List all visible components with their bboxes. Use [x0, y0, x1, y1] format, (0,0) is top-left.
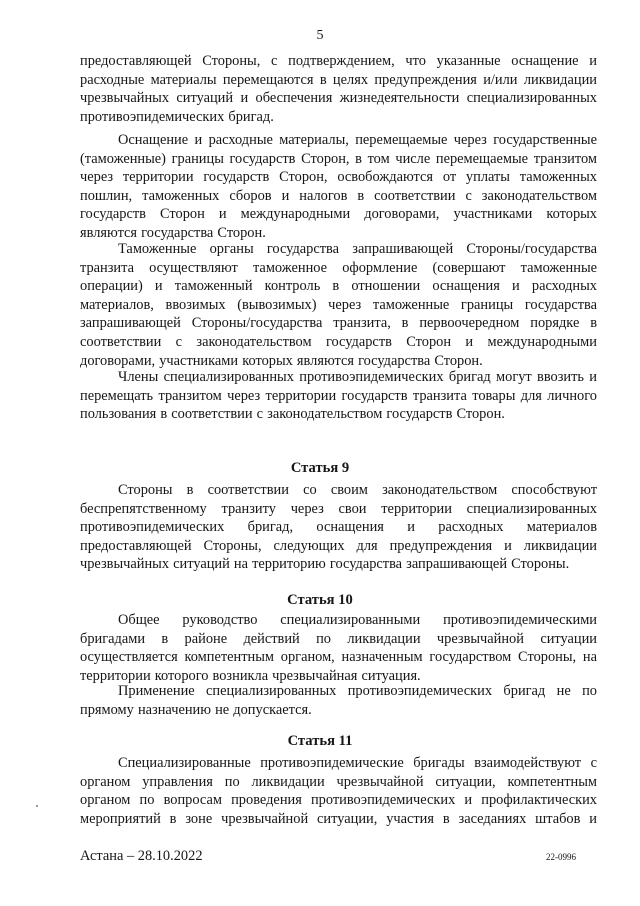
scan-speck: [36, 805, 38, 807]
paragraph: [80, 240, 597, 370]
text-line: бригадами в районе действий по ликвидации чрезвычайной ситуации: [80, 630, 597, 647]
text-line: прямому назначению не допускается.: [80, 701, 312, 718]
text-line: запрашивающей Стороны/государства транзита, в первоочередном порядке в: [80, 315, 597, 332]
paragraph: [80, 611, 597, 685]
paragraph: [80, 754, 597, 828]
text-line: материалов, ввозимых (вывозимых) через таможенные границы государства: [80, 296, 597, 313]
text-line: соответствии с законодательством государств Сторон и международными: [80, 333, 597, 350]
text-line: освобождаются от уплаты таможенных пошлин, таможенных сборов и налогов: [80, 169, 597, 204]
text-line: осуществляется компетентным органом, назначенным государством Стороны,: [80, 649, 577, 666]
text-line: ликвидации чрезвычайных ситуаций и обеспечения жизнедеятельности: [80, 71, 597, 107]
text-line: Общее руководство специализированными противоэпидемическими: [118, 612, 597, 628]
text-line: Таможенные органы государства запрашивающей Стороны/государства: [118, 241, 597, 257]
footer-document-code: 22-0996: [546, 852, 576, 862]
text-line: транзита осуществляют таможенное оформление (совершают таможенные: [80, 259, 597, 276]
text-line: Специализированные противоэпидемические бригады взаимодействуют: [118, 755, 582, 771]
text-line: на территории которого возникла чрезвычайная ситуация.: [80, 649, 597, 684]
text-line: предоставляющей Стороны, с подтверждением, что указанные оснащение и: [80, 53, 597, 69]
text-line: Применение специализированных противоэпидемических бригад не по: [118, 683, 597, 699]
text-line: Оснащение и расходные материалы, перемещаемые через: [118, 132, 487, 148]
text-line: беспрепятственному транзиту через свои территории специализированных: [80, 500, 597, 517]
article-heading: Статья 11: [287, 733, 353, 749]
text-line: Стороны в соответствии со своим законодательством способствуют: [118, 482, 597, 498]
text-line: с органом управления по ликвидации чрезвычайной ситуации, компетентным: [80, 755, 597, 790]
text-line: перемещаемые транзитом через территории государств Сторон,: [80, 150, 597, 186]
text-line: специализированных противоэпидемических бригад.: [80, 90, 597, 125]
text-line: государственные (таможенные) границы государств Сторон, в том числе: [80, 132, 597, 167]
paragraph: [80, 131, 597, 243]
text-line: договорами, участниками которых являются государства Сторон.: [80, 206, 598, 241]
text-line: мероприятий в зоне чрезвычайной ситуации, участия в заседаниях штабов и: [80, 810, 597, 827]
page-number: 5: [316, 28, 324, 43]
text-line: расходные материалы перемещаются в целях предупреждения и/или: [80, 71, 518, 88]
paragraph: [80, 52, 597, 126]
text-line: чрезвычайных ситуаций на территорию государства запрашивающей Стороны.: [80, 556, 570, 573]
article-heading: Статья 9: [290, 460, 350, 476]
text-line: для личного пользования в соответствии с законодательством государств: [80, 387, 597, 423]
text-line: предоставляющей Стороны, следующих для предупреждения и ликвидации: [80, 537, 597, 554]
paragraph: [80, 682, 597, 719]
text-line: Члены специализированных противоэпидемических бригад могут: [118, 369, 532, 385]
text-line: ввозить и перемещать транзитом через территории государств транзита товары: [80, 369, 597, 404]
text-line: Сторон.: [456, 406, 505, 423]
article-heading: Статья 10: [287, 592, 353, 608]
paragraph: [80, 368, 597, 424]
footer-place-date: Астана – 28.10.2022: [80, 848, 203, 864]
text-line: в соответствии с законодательством государств Сторон и международными: [80, 187, 597, 223]
text-line: противоэпидемических бригад, оснащения и расходных материалов: [80, 519, 597, 536]
text-line: органом по вопросам проведения противоэпидемических и профилактических: [80, 792, 597, 809]
paragraph: [80, 481, 597, 574]
text-line: операции) и таможенный контроль в отношении оснащения и расходных: [80, 278, 597, 295]
text-line: договорами, участниками которых являются государства Сторон.: [80, 352, 483, 369]
